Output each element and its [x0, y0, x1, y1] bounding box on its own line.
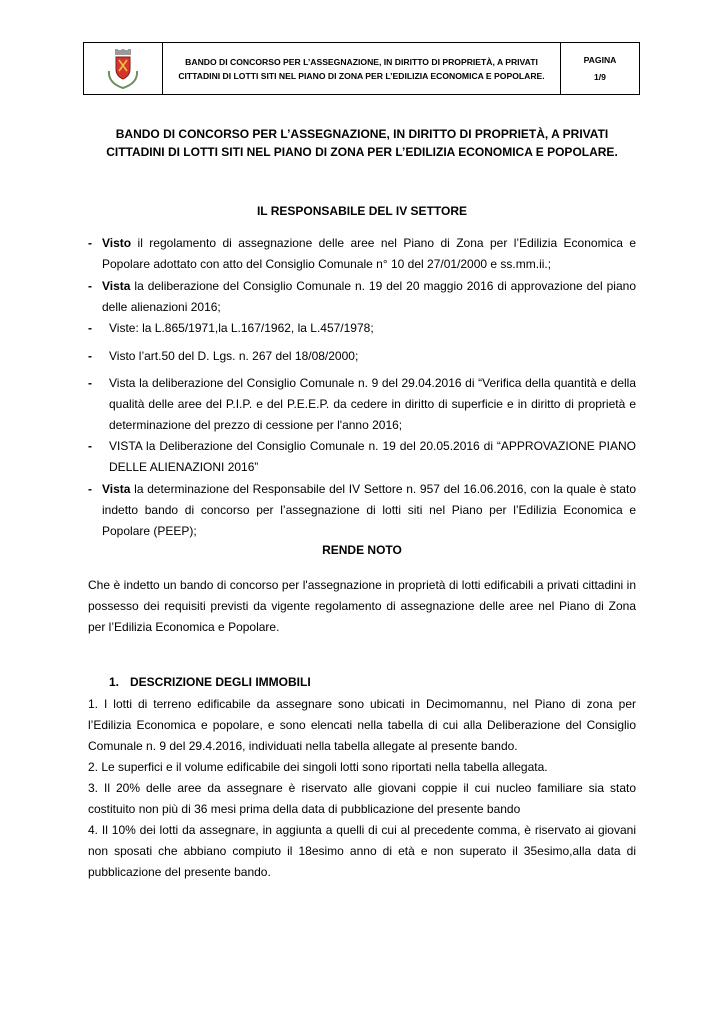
section-paragraph: 1. I lotti di terreno edificabile da assegnare sono ubicati in Decimomannu, nel Piano di zona per l’Edilizia Economica e popolare, e sono elencati nella tabella di cui alla Deliberazione del Consiglio Comunale n. 9 del 29.4.2016, individuati nella tabella allegate al presente bando. — [88, 697, 636, 753]
header-title: BANDO DI CONCORSO PER L’ASSEGNAZIONE, IN DIRITTO DI PROPRIETÀ, A PRIVATI CITTADINI DI LOTTI SITI NEL PIANO DI ZONA PER L’EDILIZIA ECONOMICA E POPOLARE. — [163, 43, 561, 94]
section-paragraph: 3. Il 20% delle aree da assegnare è riservato alle giovani coppie il cui nucleo familiare sia stato costituito non più di 36 mesi prima della data di pubblicazione del presente bando — [88, 781, 636, 816]
list-dash: - — [88, 376, 92, 390]
section-number: 1. — [109, 675, 120, 689]
premise-text: la deliberazione del Consiglio Comunale n. 19 del 20 maggio 2016 di approvazione del piano delle alienazioni 2016; — [102, 279, 636, 314]
list-dash: - — [88, 279, 92, 293]
list-dash: - — [88, 321, 92, 335]
premise-item — [88, 233, 636, 275]
section-title: DESCRIZIONE DEGLI IMMOBILI — [130, 675, 311, 689]
premise-text: VISTA la Deliberazione del Consiglio Comunale n. 19 del 20.05.2016 di “APPROVAZIONE PIANO DELLE ALIENAZIONI 2016” — [109, 439, 636, 474]
premise-text: la determinazione del Responsabile del IV Settore n. 957 del 16.06.2016, con la quale è stato indetto bando di concorso per l’assegnazione di lotti siti nel Piano per l’Edilizia Economica e Popolare (PEEP); — [102, 482, 636, 538]
rende-noto-heading: RENDE NOTO — [322, 543, 402, 557]
section-paragraph: 2. Le superfici e il volume edificabile dei singoli lotti sono riportati nella tabella allegata. — [88, 760, 548, 774]
list-dash: - — [88, 349, 92, 363]
premise-item — [88, 318, 636, 339]
premise-lead: Visto — [102, 236, 132, 250]
coat-of-arms-icon — [106, 49, 140, 89]
premise-lead: Vista — [102, 279, 131, 293]
header-page-cell — [561, 43, 639, 94]
document-header — [83, 42, 640, 95]
premise-text: il regolamento di assegnazione delle aree nel Piano di Zona per l’Edilizia Economica e Popolare adottato con atto del Consiglio Comunale n° 10 del 27/01/2000 e ss.mm.ii.; — [102, 236, 636, 271]
premise-item — [88, 346, 636, 367]
responsabile-heading: IL RESPONSABILE DEL IV SETTORE — [256, 204, 468, 218]
page-number: 1/9 — [594, 71, 606, 82]
list-dash: - — [88, 236, 92, 250]
municipal-crest-cell — [84, 43, 163, 94]
premise-text: Visto l’art.50 del D. Lgs. n. 267 del 18/08/2000; — [109, 349, 359, 363]
page-label: PAGINA — [583, 54, 617, 65]
premise-lead: Vista — [102, 482, 131, 496]
section-heading — [109, 675, 311, 689]
premise-text: Vista la deliberazione del Consiglio Comunale n. 9 del 29.04.2016 di “Verifica della quantità e della qualità delle aree del P.I.P. e del P.E.E.P. da cedere in diritto di superficie e in diritto di proprietà e determinazione del prezzo di cessione per l'anno 2016; — [109, 376, 636, 432]
premise-item — [88, 436, 636, 478]
list-dash: - — [88, 439, 92, 453]
document-title: BANDO DI CONCORSO PER L’ASSEGNAZIONE, IN DIRITTO DI PROPRIETÀ, A PRIVATI CITTADINI DI LOTTI SITI NEL PIANO DI ZONA PER L’EDILIZIA ECONOMICA E POPOLARE. — [106, 127, 618, 159]
premise-item — [88, 479, 636, 542]
intro-paragraph: Che è indetto un bando di concorso per l'assegnazione in proprietà di lotti edificabili a privati cittadini in possesso dei requisiti previsti da vigente regolamento di assegnazione delle aree nel Piano di Zona per l’Edilizia Economica e Popolare. — [88, 578, 636, 634]
premise-item — [88, 373, 636, 436]
section-paragraph: 4. Il 10% dei lotti da assegnare, in aggiunta a quelli di cui al precedente comma, è riservato ai giovani non sposati che abbiano compiuto il 18esimo anno di età e non superato il 35esimo,alla data di pubblicazione del presente bando. — [88, 823, 636, 879]
list-dash: - — [88, 482, 92, 496]
premise-text: Viste: la L.865/1971,la L.167/1962, la L.457/1978; — [109, 321, 374, 335]
premise-item — [88, 276, 636, 318]
